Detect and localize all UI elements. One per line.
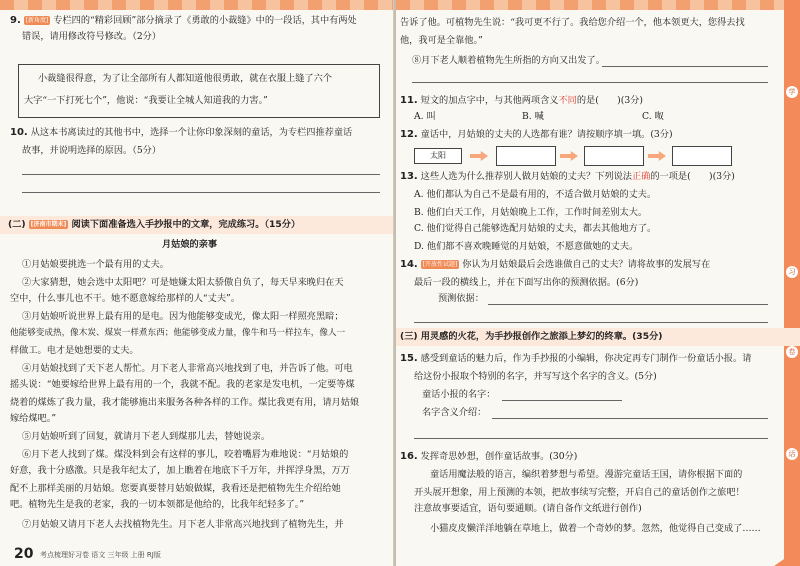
question-10: 10. 从这本书离读过的其他书中，选择一个让你印象深刻的童话，为专栏四推荐童话 [10, 127, 353, 138]
right-page [396, 0, 800, 566]
paragraph-line: 吧。植物先生是我的老家，我的一切本领都是他给的，比我年纪轻多了。” [10, 499, 305, 510]
quote-line-2: 大字“一下打死七个”，他说：“我要让全城人知道我的力害。” [24, 95, 268, 106]
arrow-icon [470, 151, 488, 161]
footer-text: 考点梳理好习卷 语文 三年级 上册 RJ版 [40, 551, 161, 559]
question-11: 11. 短文的加点字中，与其他两项含义不同的是( )(3分) [400, 95, 643, 106]
prediction-label: 预测依据： [438, 293, 484, 304]
paragraph-line: ④月姑娘找到了天下老人帮忙。月下老人非常高兴地找到了电，并告诉了他。可电 [22, 363, 353, 374]
edge-tab: 习 [786, 266, 798, 278]
option-d[interactable]: D. 他们都不喜欢晚睡觉的月姑娘，不愿意做她的丈夫。 [414, 241, 639, 252]
answer-line[interactable] [412, 82, 768, 83]
answer-line[interactable] [414, 438, 768, 439]
paragraph-line: 小猫皮皮懒洋洋地躺在草地上，做着一个奇妙的梦。忽然，他觉得自己变成了…… [430, 523, 761, 534]
answer-line[interactable] [22, 192, 380, 193]
section-3-heading: (三) 用灵感的火花，为手抄报创作之旅添上梦幻的终章。(35分) [400, 331, 663, 342]
option-c[interactable]: C. 他们觉得自己能够选配月姑娘的丈夫，都去其他地方了。 [414, 223, 657, 234]
flow-box-answer[interactable] [584, 146, 644, 166]
question-13: 13. 这些人选为什么推荐别人做月姑娘的丈夫？下列说法正确的一项是( )(3分) [400, 171, 735, 182]
arrow-icon [560, 151, 578, 161]
answer-line[interactable] [414, 322, 768, 323]
option-a[interactable]: A. 叫 [414, 111, 436, 122]
paragraph-line: ②大家猜想，她会选中太阳吧？可是她嫌太阳太骄傲自负了，每天早来晚归在天 [22, 277, 344, 288]
paragraph-line: 烧着的煤炼了我力量，我才能够施出来服务各种各样的工作。煤比我更有用，请月姑娘 [10, 397, 360, 408]
question-14-line2: 最后一段的横线上，并在下面写出你的预测依据。(6分) [414, 277, 639, 288]
answer-line[interactable] [488, 304, 768, 305]
newspaper-name-label: 童话小报的名字： [422, 389, 496, 400]
newspaper-name-line[interactable] [502, 400, 622, 401]
question-15: 15. 感受到童话的魅力后，作为手抄报的小编辑，你决定再专门制作一份童话小报。请 [400, 353, 752, 364]
question-9: 9. [新角度] 专栏四的“精彩回顾”部分摘录了《勇敢的小裁缝》中的一段话，其中有两处 [10, 15, 357, 26]
left-page [0, 0, 394, 566]
paragraph-line: 配不上那样美丽的月姑娘。您要真要替月姑娘做媒，我看还是把植物先生介绍给她 [10, 483, 341, 494]
option-b[interactable]: B. 他们白天工作，月姑娘晚上工作，工作时间差别太大。 [414, 207, 648, 218]
question-14: 14. [开放性试题] 你认为月姑娘最后会选谁做自己的丈夫？请将故事的发展写在 [400, 259, 711, 270]
flow-box-answer[interactable] [496, 146, 556, 166]
quote-line-1: 小裁缝很得意，为了让全部所有人都知道他很勇敢，就在衣服上缝了六个 [38, 73, 332, 84]
paragraph-line: 注意故事要适宜，语句要通顺。(请自备作文纸进行创作) [414, 503, 642, 514]
paragraph-line: 告诉了他。可植物先生说：“我可更不行了。我给您介绍一个，他本领更大，您得去找 [400, 17, 745, 28]
answer-line[interactable] [492, 418, 768, 419]
paragraph-line: 童话用魔法般的语言，编织着梦想与希望。漫游完童话王国，请你根据下面的 [430, 469, 743, 480]
edge-strip [784, 0, 800, 566]
page-number: 20 [14, 546, 34, 562]
answer-line[interactable] [602, 66, 768, 67]
arrow-icon [648, 151, 666, 161]
paragraph-line: 空中，什么事儿也不干。她不愿意嫁给那样的人“丈夫”。 [10, 293, 240, 304]
paragraph-line: ⑤月姑娘听到了回复，就请月下老人到煤那儿去，替她说亲。 [22, 431, 271, 442]
question-15-line2: 给这份小报取个特别的名字，并写写这个名字的含义。(5分) [414, 371, 657, 382]
story-title: 月姑娘的亲事 [162, 239, 218, 250]
edge-tab: 卷 [786, 346, 798, 358]
top-wave-border [0, 0, 394, 10]
edge-tab: 学 [786, 86, 798, 98]
flow-box-sun: 太阳 [414, 148, 462, 164]
top-wave-border [396, 0, 800, 10]
paragraph-8: ⑧月下老人顺着植物先生所指的方向又出发了。 [412, 55, 605, 66]
edge-tab: 话 [786, 448, 798, 460]
paragraph-line: 他能够变成热，像木炭、煤炭一样煮东西；他能够变成力量，像牛和马一样拉车，像人一 [10, 328, 346, 338]
paragraph-line: 摇头说：“她要嫁给世界上最有用的一个，我就不配。我的老家是发电机，一定要等煤 [10, 379, 355, 390]
question-10-line2: 故事，并说明选择的原因。（5分） [22, 145, 162, 156]
name-meaning-label: 名字含义介绍： [422, 407, 487, 418]
section-2-heading: (二) [济南市期末] 阅读下面准备选入手抄报中的文章，完成练习。（15分） [8, 219, 301, 230]
paragraph-line: ③月姑娘听说世界上最有用的是电。因为他能够变成光，像太阳一样照亮黑暗； [22, 311, 344, 322]
question-16: 16. 发挥奇思妙想，创作童话故事。(30分) [400, 451, 578, 462]
option-b[interactable]: B. 喊 [522, 111, 544, 122]
paragraph-line: ⑦月姑娘又请月下老人去找植物先生。月下老人非常高兴地找到了植物先生，并 [22, 519, 344, 530]
paragraph-line: ①月姑娘要挑选一个最有用的丈夫。 [22, 259, 169, 270]
paragraph-line: 他，我可是全靠他。” [400, 35, 483, 46]
option-c[interactable]: C. 呶 [642, 111, 664, 122]
answer-line[interactable] [22, 174, 380, 175]
paragraph-line: ⑥月下老人找到了煤。煤没料到会有这样的事儿，咬着嘴唇为难地说：“月姑娘的 [22, 449, 349, 460]
question-12: 12. 童话中，月姑娘的丈夫的人选都有谁？请按顺序填一填。(3分) [400, 129, 673, 140]
flow-box-answer[interactable] [672, 146, 732, 166]
paragraph-line: 样做工。电才是她想要的丈夫。 [10, 345, 139, 356]
option-a[interactable]: A. 他们都认为自己不是最有用的，不适合做月姑娘的丈夫。 [414, 189, 657, 200]
paragraph-line: 嫁给煤吧。” [10, 413, 57, 424]
paragraph-line: 好意，我十分感激。只是我年纪太了，加上瞧着在地底下千万年，并挥浮身黑，万万 [10, 465, 350, 476]
paragraph-line: 开头展开想象，用上预测的本领，把故事续写完整，开启自己的童话创作之旅吧！ [414, 487, 745, 498]
question-9-line2: 错误，请用修改符号修改。（2分） [22, 31, 162, 42]
